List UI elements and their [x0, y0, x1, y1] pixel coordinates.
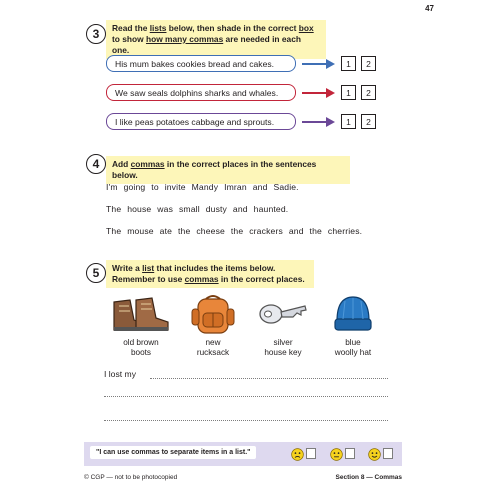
answer-line-1[interactable]: [150, 378, 388, 379]
self-check-box-1[interactable]: [306, 448, 316, 459]
instr-underlined: lists: [149, 23, 167, 33]
hat-icon: [316, 292, 390, 336]
answer-box-1-two[interactable]: 2: [361, 56, 376, 71]
item-label: [316, 338, 390, 358]
happy-face-icon: [368, 448, 381, 461]
sentence-2-box: [106, 84, 296, 101]
item-label: [104, 338, 178, 358]
item-label-line2: boots: [130, 348, 152, 357]
question-3-number: 3: [86, 24, 106, 44]
answer-box-2-two[interactable]: 2: [361, 85, 376, 100]
item-key: [246, 292, 320, 358]
key-icon: [246, 292, 320, 336]
instr-text: Read the: [112, 23, 150, 33]
item-label-line2: house key: [264, 348, 302, 357]
answer-start-text: I lost my: [104, 369, 136, 379]
self-check-box-2[interactable]: [345, 448, 355, 459]
q4-sentence-2: The house was small dusty and haunted.: [106, 204, 289, 214]
sad-face-icon: [291, 448, 304, 461]
q4-sentence-1: I'm going to invite Mandy Imran and Sadie.: [106, 182, 299, 192]
instr-text: are needed in each one.: [112, 34, 301, 55]
rucksack-icon: [176, 292, 250, 336]
instr-text: Add: [112, 159, 131, 169]
footer-copyright: © CGP — not to be photocopied: [84, 474, 178, 481]
footer-section: Section 8 — Commas: [335, 474, 402, 481]
instr-text: below, then shade in the correct: [166, 23, 299, 33]
self-check-statement: "I can use commas to separate items in a list.": [90, 446, 256, 459]
arrow-right-icon: [302, 87, 336, 99]
instr-underlined: commas: [184, 274, 219, 284]
instr-underlined: commas: [130, 159, 165, 169]
item-label: [176, 338, 250, 358]
question-5-instruction: [106, 260, 314, 288]
item-boots: [104, 292, 178, 358]
neutral-face-icon: [330, 448, 343, 461]
item-label: [246, 338, 320, 358]
sentence-1-box: [106, 55, 296, 72]
self-check-banner: [84, 442, 402, 466]
item-label-line1: blue: [345, 338, 361, 347]
q4-sentence-3: The mouse ate the cheese the crackers and the cherries.: [106, 226, 363, 236]
item-rucksack: [176, 292, 250, 358]
item-label-line1: old brown: [123, 338, 159, 347]
instr-text: Remember to use: [112, 274, 185, 284]
item-label-line1: silver: [273, 338, 293, 347]
sentence-1-text: His mum bakes cookies bread and cakes.: [115, 58, 275, 69]
question-5-number: 5: [86, 263, 106, 283]
answer-box-1-one[interactable]: 1: [341, 56, 356, 71]
question-3-instruction: [106, 20, 326, 59]
item-label-line2: woolly hat: [334, 348, 372, 357]
sentence-3-box: [106, 113, 296, 130]
arrow-right-icon: [302, 58, 336, 70]
question-4-number: 4: [86, 154, 106, 174]
arrow-right-icon: [302, 116, 336, 128]
instr-text: Write a: [112, 263, 143, 273]
answer-line-3[interactable]: [104, 420, 388, 421]
answer-box-3-two[interactable]: 2: [361, 114, 376, 129]
item-label-line1: new: [205, 338, 221, 347]
page-number: 47: [425, 4, 434, 13]
answer-box-3-one[interactable]: 1: [341, 114, 356, 129]
sentence-2-text: We saw seals dolphins sharks and whales.: [115, 87, 279, 98]
instr-underlined: how many commas: [145, 34, 224, 44]
question-4-instruction: [106, 156, 350, 184]
boots-icon: [104, 292, 178, 336]
instr-text: in the correct places in the sentences below.: [112, 159, 317, 180]
instr-underlined: box: [298, 23, 314, 33]
instr-text: to show: [112, 34, 146, 44]
item-hat: [316, 292, 390, 358]
answer-box-2-one[interactable]: 1: [341, 85, 356, 100]
answer-line-2[interactable]: [104, 396, 388, 397]
item-label-line2: rucksack: [196, 348, 230, 357]
instr-text: in the correct places.: [218, 274, 305, 284]
self-check-box-3[interactable]: [383, 448, 393, 459]
instr-text: that includes the items below.: [154, 263, 276, 273]
instr-underlined: list: [142, 263, 155, 273]
sentence-3-text: I like peas potatoes cabbage and sprouts.: [115, 116, 275, 127]
